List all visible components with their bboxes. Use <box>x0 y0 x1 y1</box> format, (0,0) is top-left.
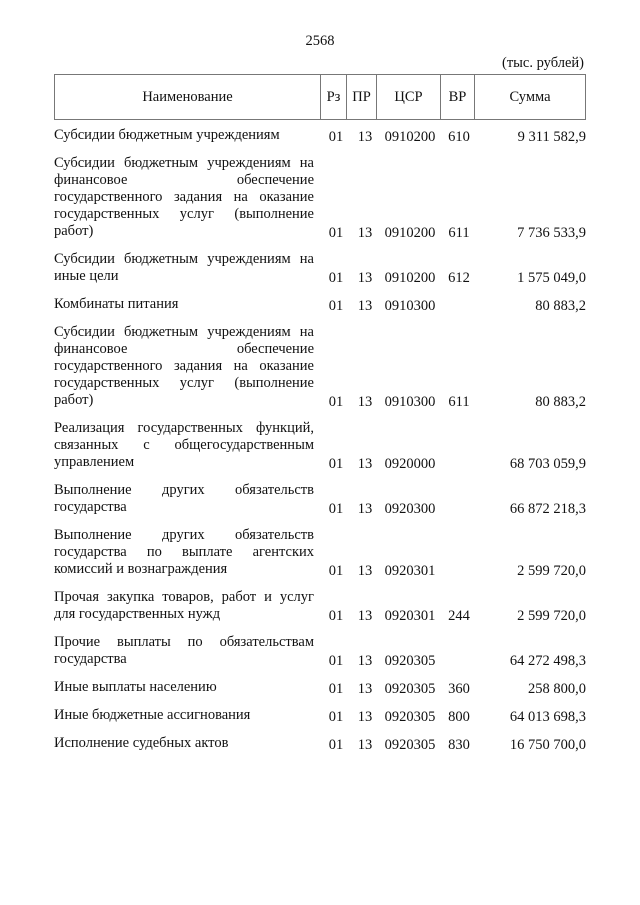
row-vr: 611 <box>448 394 470 410</box>
header-vr: ВР <box>441 75 475 120</box>
row-rz: 01 <box>328 501 344 517</box>
row-csr: 0920300 <box>384 501 436 517</box>
row-sum: 64 272 498,3 <box>509 653 586 669</box>
row-vr: 611 <box>448 225 470 241</box>
row-rz: 01 <box>328 563 344 579</box>
row-rz: 01 <box>328 737 344 753</box>
row-name: Прочая закупка товаров, работ и услуг для государственных нужд <box>54 589 314 622</box>
row-csr: 0910300 <box>384 394 436 410</box>
row-sum: 2 599 720,0 <box>517 563 586 579</box>
row-pr: 13 <box>357 608 373 624</box>
table-row <box>54 482 586 516</box>
row-sum: 64 013 698,3 <box>509 709 586 725</box>
table-row <box>54 589 586 623</box>
table-row <box>54 251 586 285</box>
table-body <box>54 127 586 763</box>
row-pr: 13 <box>357 653 373 669</box>
row-csr: 0920305 <box>384 709 436 725</box>
row-sum: 66 872 218,3 <box>509 501 586 517</box>
row-csr: 0910300 <box>384 298 436 314</box>
row-sum: 258 800,0 <box>528 681 586 697</box>
row-name: Субсидии бюджетным учреждениям на иные цели <box>54 251 314 284</box>
row-name: Иные выплаты населению <box>54 679 217 695</box>
row-rz: 01 <box>328 653 344 669</box>
table-row <box>54 296 586 313</box>
row-csr: 0920301 <box>384 563 436 579</box>
table-row <box>54 707 586 724</box>
header-csr: ЦСР <box>377 75 441 120</box>
row-sum: 1 575 049,0 <box>517 270 586 286</box>
row-csr: 0910200 <box>384 270 436 286</box>
row-name: Иные бюджетные ассигнования <box>54 707 251 723</box>
row-pr: 13 <box>357 737 373 753</box>
row-rz: 01 <box>328 129 344 145</box>
row-pr: 13 <box>357 298 373 314</box>
row-sum: 16 750 700,0 <box>509 737 586 753</box>
row-vr: 244 <box>448 608 470 624</box>
row-vr: 830 <box>448 737 470 753</box>
header-pr: ПР <box>347 75 377 120</box>
row-rz: 01 <box>328 681 344 697</box>
table-row <box>54 679 586 696</box>
row-csr: 0920301 <box>384 608 436 624</box>
row-rz: 01 <box>328 709 344 725</box>
row-csr: 0910200 <box>384 225 436 241</box>
row-pr: 13 <box>357 270 373 286</box>
row-name: Субсидии бюджетным учреждениям <box>54 127 280 143</box>
row-pr: 13 <box>357 394 373 410</box>
table-row <box>54 155 586 240</box>
row-rz: 01 <box>328 270 344 286</box>
row-pr: 13 <box>357 563 373 579</box>
row-sum: 80 883,2 <box>535 298 586 314</box>
row-rz: 01 <box>328 225 344 241</box>
table-row <box>54 634 586 668</box>
row-rz: 01 <box>328 394 344 410</box>
row-csr: 0920305 <box>384 737 436 753</box>
row-sum: 80 883,2 <box>535 394 586 410</box>
row-pr: 13 <box>357 225 373 241</box>
row-name: Выполнение других обязательств государства по выплате агентских комиссий и вознаграждения <box>54 527 314 577</box>
row-pr: 13 <box>357 709 373 725</box>
row-vr: 612 <box>448 270 470 286</box>
row-name: Комбинаты питания <box>54 296 179 312</box>
table-row <box>54 420 586 471</box>
row-rz: 01 <box>328 608 344 624</box>
table-row <box>54 127 586 144</box>
row-csr: 0920305 <box>384 681 436 697</box>
row-sum: 7 736 533,9 <box>517 225 586 241</box>
table-header <box>54 74 586 120</box>
row-sum: 2 599 720,0 <box>517 608 586 624</box>
row-rz: 01 <box>328 456 344 472</box>
row-pr: 13 <box>357 129 373 145</box>
table-row <box>54 324 586 409</box>
row-csr: 0920305 <box>384 653 436 669</box>
row-name: Реализация государственных функций, связанных с общегосударственным управлением <box>54 420 314 470</box>
table-row <box>54 735 586 752</box>
row-pr: 13 <box>357 681 373 697</box>
header-rz: Рз <box>321 75 347 120</box>
row-name: Прочие выплаты по обязательствам государства <box>54 634 314 667</box>
row-vr: 610 <box>448 129 470 145</box>
row-name: Выполнение других обязательств государства <box>54 482 314 515</box>
row-name: Исполнение судебных актов <box>54 735 229 751</box>
row-pr: 13 <box>357 456 373 472</box>
row-sum: 68 703 059,9 <box>509 456 586 472</box>
row-vr: 800 <box>448 709 470 725</box>
row-pr: 13 <box>357 501 373 517</box>
row-rz: 01 <box>328 298 344 314</box>
row-csr: 0920000 <box>384 456 436 472</box>
row-name: Субсидии бюджетным учреждениям на финансовое обеспечение государственного задания на оказание государственных услуг (выполнение работ) <box>54 155 314 239</box>
header-sum: Сумма <box>475 75 586 120</box>
row-name: Субсидии бюджетным учреждениям на финансовое обеспечение государственного задания на оказание государственных услуг (выполнение работ) <box>54 324 314 408</box>
table-row <box>54 527 586 578</box>
header-name: Наименование <box>55 75 321 120</box>
page-number: 2568 <box>305 33 335 49</box>
row-csr: 0910200 <box>384 129 436 145</box>
row-vr: 360 <box>448 681 470 697</box>
row-sum: 9 311 582,9 <box>517 129 586 145</box>
units-note: (тыс. рублей) <box>502 55 584 71</box>
